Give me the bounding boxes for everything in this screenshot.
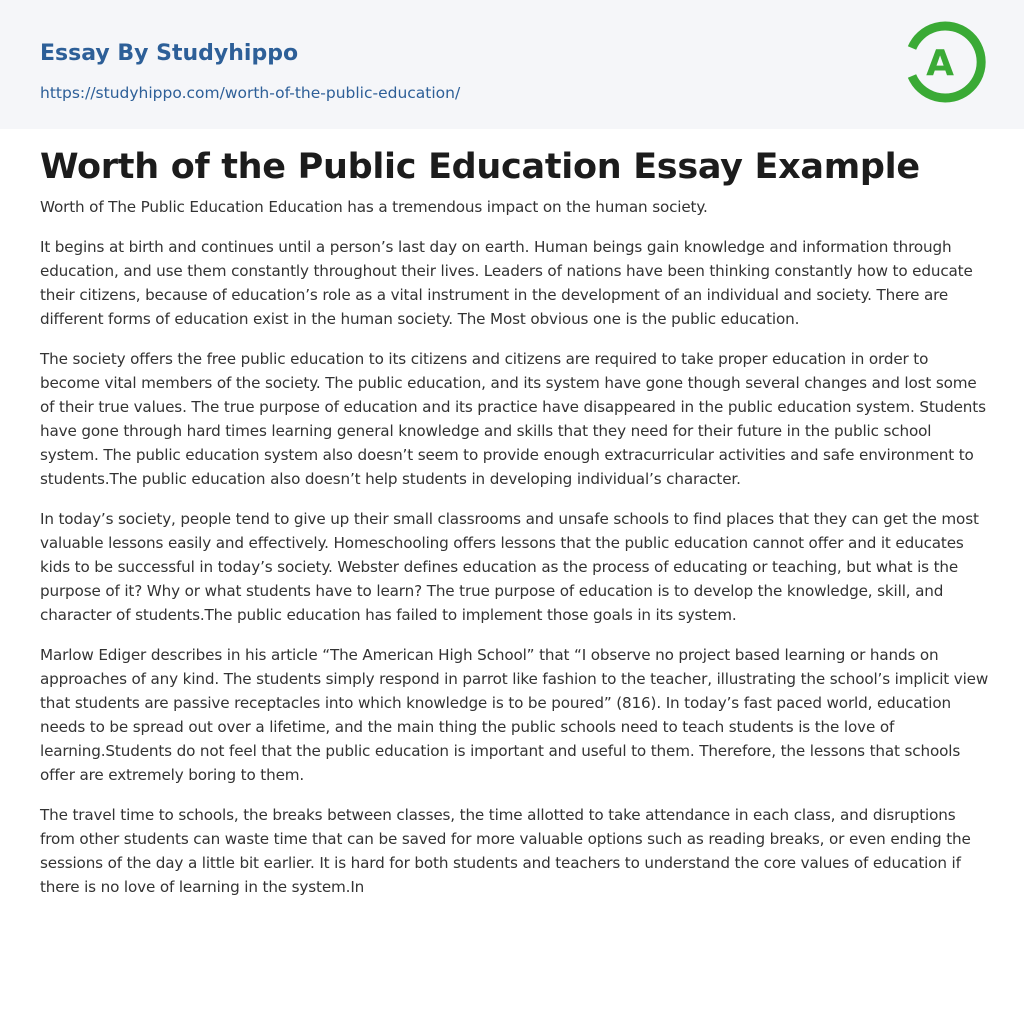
site-header xyxy=(0,0,1024,129)
article xyxy=(40,142,990,915)
brand-title[interactable]: Essay By Studyhippo xyxy=(40,41,299,66)
logo-icon xyxy=(898,18,986,106)
studyhippo-logo[interactable] xyxy=(898,18,986,106)
logo-letter: A xyxy=(926,43,954,84)
paragraph-2: It begins at birth and continues until a person’s last day on earth. Human beings gain knowledge and information through education, and use them constantly throughout their lives. Leaders of nations have been thinking constantly how to educate their citizens, because of education’s role as a vital instrument in the development of an individual and society. There are different forms of education exist in the human society. The Most obvious one is the public education. xyxy=(40,238,973,328)
paragraph-6: The travel time to schools, the breaks between classes, the time allotted to take attendance in each class, and disruptions from other students can waste time that can be saved for more valuable options such as reading breaks, or even ending the sessions of the day a little bit earlier. It is hard for both students and teachers to understand the core values of education if there is no love of learning in the system.In xyxy=(40,806,971,896)
paragraph-1: Worth of The Public Education Education has a tremendous impact on the human society. xyxy=(40,198,708,216)
paragraph-4: In today’s society, people tend to give up their small classrooms and unsafe schools to find places that they can get the most valuable lessons easily and effectively. Homeschooling offers lessons that the public education cannot offer and it educates kids to be successful in today’s society. Webster defines education as the process of educating or teaching, but what is the purpose of it? Why or what students have to learn? The true purpose of education is to develop the knowledge, skill, and character of students.The public education has failed to implement those goals in its system. xyxy=(40,510,979,624)
paragraph-5: Marlow Ediger describes in his article “The American High School” that “I observe no project based learning or hands on approaches of any kind. The students simply respond in parrot like fashion to the teacher, illustrating the school’s implicit view that students are passive receptacles into which knowledge is to be poured” (816). In today’s fast paced world, education needs to be spread out over a lifetime, and the main thing the public schools need to teach students is the love of learning.Students do not feel that the public education is important and useful to them. Therefore, the lessons that schools offer are extremely boring to them. xyxy=(40,646,989,784)
paragraph-3: The society offers the free public education to its citizens and citizens are required to take proper education in order to become vital members of the society. The public education, and its system have gone though several changes and lost some of their true values. The true purpose of education and its practice have disappeared in the public education system. Students have gone through hard times learning general knowledge and skills that they need for their future in the public school system. The public education system also doesn’t seem to provide enough extracurricular activities and safe environment to students.The public education also doesn’t help students in developing individual’s character. xyxy=(40,350,986,488)
source-url-link[interactable]: https://studyhippo.com/worth-of-the-public-education/ xyxy=(40,84,461,102)
page-title: Worth of the Public Education Essay Example xyxy=(40,147,920,187)
